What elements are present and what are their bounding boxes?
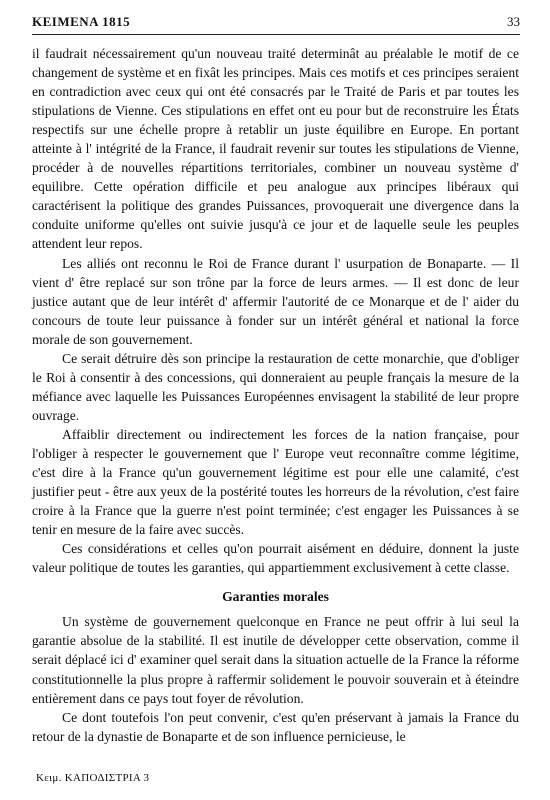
paragraph: Un système de gouvernement quelconque en France ne peut offrir à lui seul la garantie absolue de la stabilité. Il est inutile de développer cette observation, comme il serait déplacé ici d' examiner quel serait dans la situation actuelle de la France la réforme constitutionnelle la plus propre à raffermir solidement le pouvoir souverain et à éteindre entièrement dans ce pays tout foyer de révolution. bbox=[32, 614, 519, 706]
paragraph: Ces considérations et celles qu'on pourrait aisément en déduire, donnent la juste valeur politique de toutes les garanties, qui appartiemment exclusivement à cette classe. bbox=[32, 541, 519, 576]
paragraph: Ce serait détruire dès son principe la restauration de cette monarchie, que d'obliger le Roi à consentir à des concessions, qui donneraient au peuple français la mesure de la méfiance avec laquelle les Puissances Européennes envisagent la stabilité de leur propre ouvrage. bbox=[32, 350, 519, 423]
footer-signature: Κειμ. ΚΑΠΟΔΙΣΤΡΙΑ 3 bbox=[36, 772, 150, 784]
header-title: KEIMENA 1815 bbox=[32, 14, 131, 29]
paragraph: Ce dont toutefois l'on peut convenir, c'est qu'en préservant à jamais la France du retour de la dynastie de Bonaparte et de son influence pernicieuse, le bbox=[32, 709, 519, 744]
paragraph: Les alliés ont reconnu le Roi de France durant l' usurpation de Bonaparte. — Il vient d' être replacé sur son trône par la force de leurs armes. — Il est donc de leur justice autant que de leur intérêt d' affermir l'autorité de ce Monarque et de l' aider du concours de toute leur puissance à fonder sur un intérêt général et national la force morale de son gouvernement. bbox=[32, 255, 519, 347]
paragraph: il faudrait nécessairement qu'un nouveau traité determinât au préalable le motif de ce changement de système et en fixât les principes. Mais ces motifs et ces principes seraient en contradiction avec ceux qui ont été consacrés par le Traité de Paris et par toutes les stipulations de Vienne. Ces stipulations en effet ont eu pour but de reconstruire les États respectifs sur une échelle propre à retablir un juste équilibre en Europe. En portant atteinte à l' intégrité de la France, il faudrait revenir sur toutes les stipulations de Vienne, procéder à de nouvelles répartitions territoriales, combiner un nouveau système d' equilibre. Cette opération difficile et peu analogue aux principes libéraux qui caractérisent la politique des grandes Puissances, provoquerait une divergence dans la conduite uniforme qu'elles ont suivie jusqu'à ce jour et de laquelle seule les peuples attendent leur repos. bbox=[32, 46, 519, 252]
section-heading: Garanties morales bbox=[222, 589, 329, 605]
page-number: 33 bbox=[507, 14, 520, 29]
body-text bbox=[32, 44, 519, 746]
running-header bbox=[32, 14, 520, 35]
paragraph: Affaiblir directement ou indirectement les forces de la nation française, pour l'obliger à respecter le gouvernement que l' Europe veut reconnaître comme légitime, c'est dire à la France qu'un gouvernement légitime est pour elle une calamité, c'est justifier peut - être aux yeux de la postérité toutes les horreurs de la révolution, c'est faire croire à la France que la guerre n'est point terminée; c'est engager les Puissances à se tenir en mesure de la faire avec succès. bbox=[32, 426, 519, 538]
